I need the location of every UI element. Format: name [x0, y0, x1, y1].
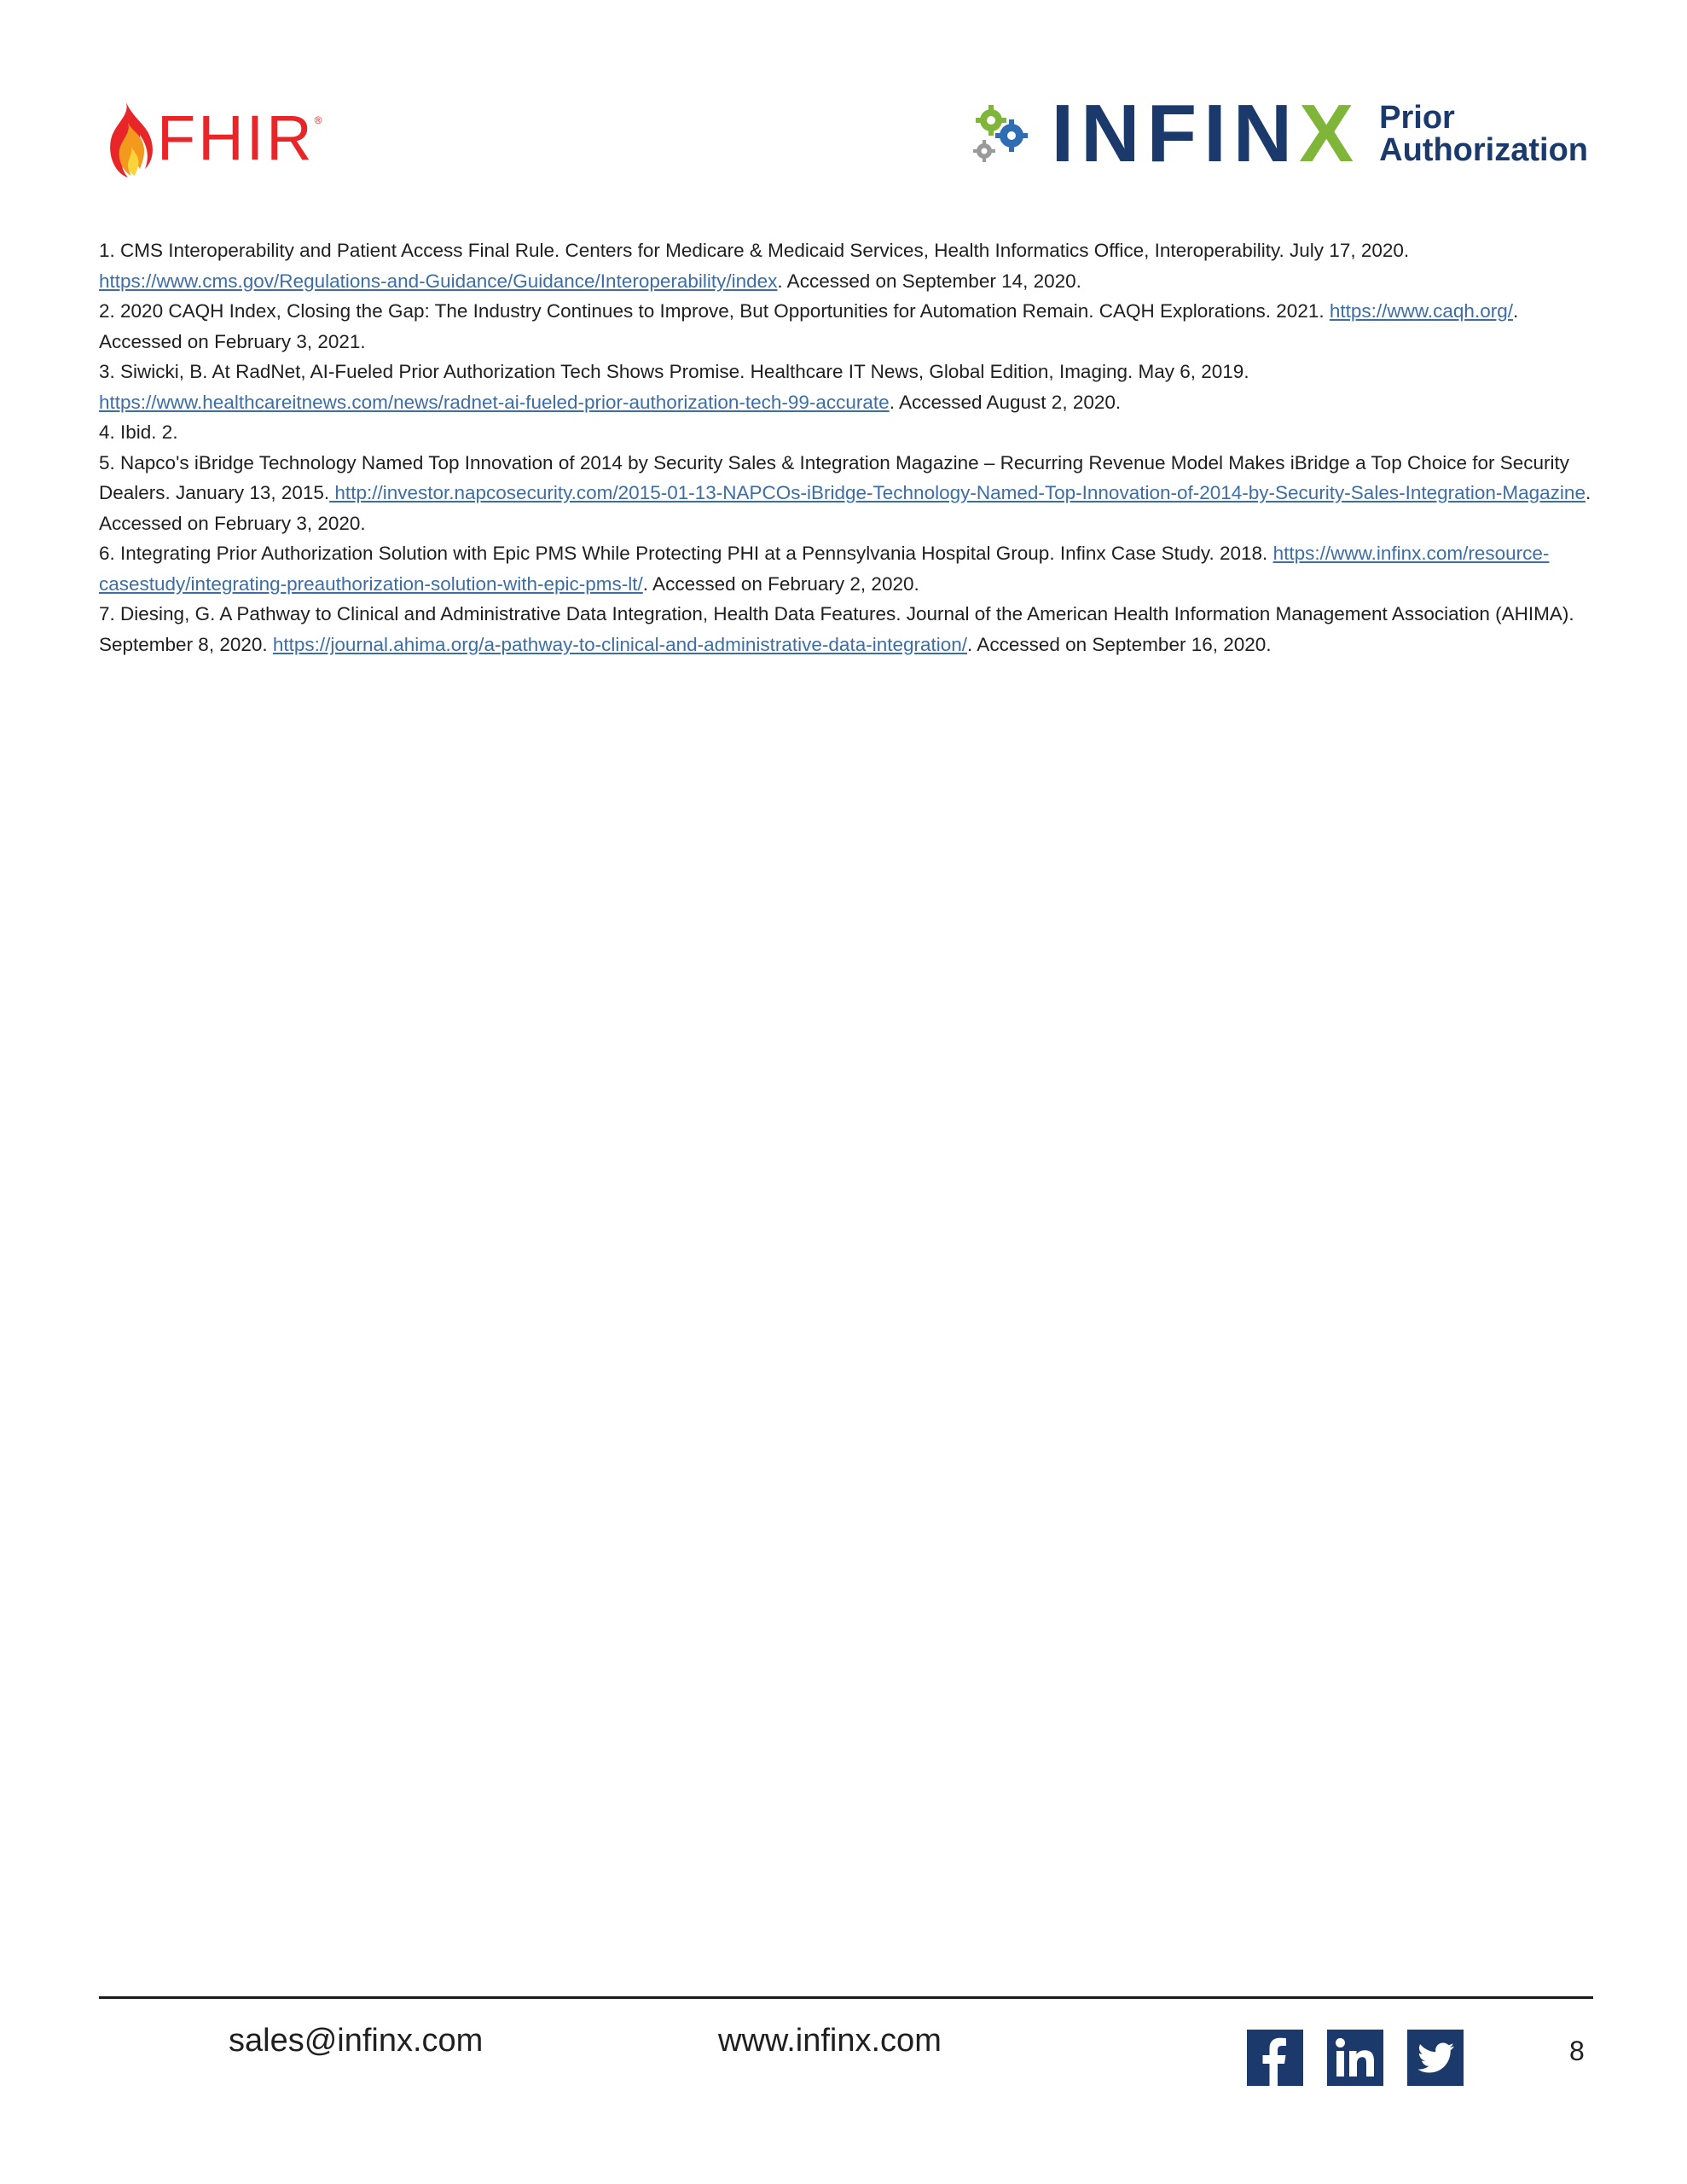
twitter-icon[interactable] — [1407, 2030, 1464, 2086]
reference-accessed: . Accessed on September 14, 2020. — [777, 270, 1081, 292]
page-header — [99, 85, 1588, 196]
reference-item — [99, 296, 1593, 357]
infinx-wordmark-x: X — [1299, 88, 1361, 179]
reference-item — [99, 599, 1593, 659]
reference-number: 2. — [99, 300, 115, 322]
reference-accessed: . Accessed on February 3, 2021. — [99, 300, 1519, 352]
reference-link[interactable]: https://www.caqh.org/ — [1329, 300, 1513, 322]
infinx-wordmark — [1051, 88, 1361, 179]
gears-icon — [971, 103, 1032, 165]
page-number: 8 — [1569, 2036, 1585, 2066]
infinx-logo — [971, 88, 1588, 179]
reference-item — [99, 538, 1593, 599]
footer-divider — [99, 1996, 1593, 1999]
flame-icon — [99, 97, 154, 179]
reference-link[interactable]: https://www.infinx.com/resource-casestudy/integrating-preauthorization-solution-with-epic-pms-lt/ — [99, 543, 1550, 595]
reference-number: 7. — [99, 603, 115, 624]
linkedin-icon[interactable] — [1327, 2030, 1383, 2086]
reference-text: CMS Interoperability and Patient Access Final Rule. Centers for Medicare & Medicaid Services, Health Informatics Office, Interoperability. July 17, 2020. — [120, 240, 1410, 261]
reference-number: 3. — [99, 361, 115, 382]
reference-text: Diesing, G. A Pathway to Clinical and Administrative Data Integration, Health Data Features. Journal of the American Health Information Management Association (AHIMA). September 8, 2020. — [99, 603, 1574, 655]
reference-accessed: . Accessed on February 2, 2020. — [642, 572, 919, 595]
registered-mark: ® — [314, 114, 322, 126]
reference-number: 6. — [99, 543, 115, 564]
reference-text: Siwicki, B. At RadNet, AI-Fueled Prior Authorization Tech Shows Promise. Healthcare IT News, Global Edition, Imaging. May 6, 2019. — [120, 361, 1249, 382]
footer-email-link[interactable]: sales@infinx.com — [229, 2023, 484, 2059]
prior-authorization-label — [1379, 102, 1588, 166]
reference-text: Integrating Prior Authorization Solution with Epic PMS While Protecting PHI at a Pennsylvania Hospital Group. Infinx Case Study. 2018. — [120, 543, 1273, 564]
fhir-logo — [99, 97, 322, 179]
reference-link[interactable]: https://www.healthcareitnews.com/news/radnet-ai-fueled-prior-authorization-tech-99-accurate — [99, 391, 890, 413]
reference-item — [99, 357, 1593, 417]
reference-number: 4. — [99, 421, 115, 443]
reference-accessed: . Accessed on February 3, 2020. — [99, 482, 1591, 534]
reference-link[interactable]: https://www.cms.gov/Regulations-and-Guidance/Guidance/Interoperability/index — [99, 270, 778, 292]
reference-item — [99, 417, 1593, 448]
facebook-icon[interactable] — [1247, 2030, 1303, 2086]
footer-website-link[interactable]: www.infinx.com — [718, 2023, 942, 2059]
reference-number: 5. — [99, 451, 115, 473]
reference-list — [99, 235, 1593, 659]
reference-text: Napco's iBridge Technology Named Top Innovation of 2014 by Security Sales & Integration Magazine – Recurring Revenue Model Makes iBridge a Top Choice for Security Dealers. January 13, 2015. — [99, 451, 1570, 503]
reference-item — [99, 235, 1593, 296]
reference-link[interactable]: http://investor.napcosecurity.com/2015-01-13-NAPCOs-iBridge-Technology-Named-Top-Innovation-of-2014-by-Security-Sales-Integration-Magazine — [329, 482, 1586, 503]
reference-accessed: . Accessed August 2, 2020. — [889, 391, 1122, 413]
prior-label: Prior — [1379, 100, 1455, 136]
reference-text: 2020 CAQH Index, Closing the Gap: The Industry Continues to Improve, But Opportunities for Automation Remain. CAQH Explorations. 2021. — [120, 300, 1330, 322]
reference-text: Ibid. 2. — [120, 421, 178, 443]
social-links — [1247, 2030, 1464, 2086]
reference-accessed: . Accessed on September 16, 2020. — [967, 633, 1272, 655]
reference-item — [99, 448, 1593, 539]
authorization-label: Authorization — [1379, 132, 1588, 168]
reference-link[interactable]: https://journal.ahima.org/a-pathway-to-clinical-and-administrative-data-integration/ — [272, 633, 968, 655]
reference-number: 1. — [99, 240, 115, 261]
infinx-wordmark-main: INFIN — [1051, 88, 1300, 179]
fhir-wordmark: FHIR — [157, 102, 315, 173]
